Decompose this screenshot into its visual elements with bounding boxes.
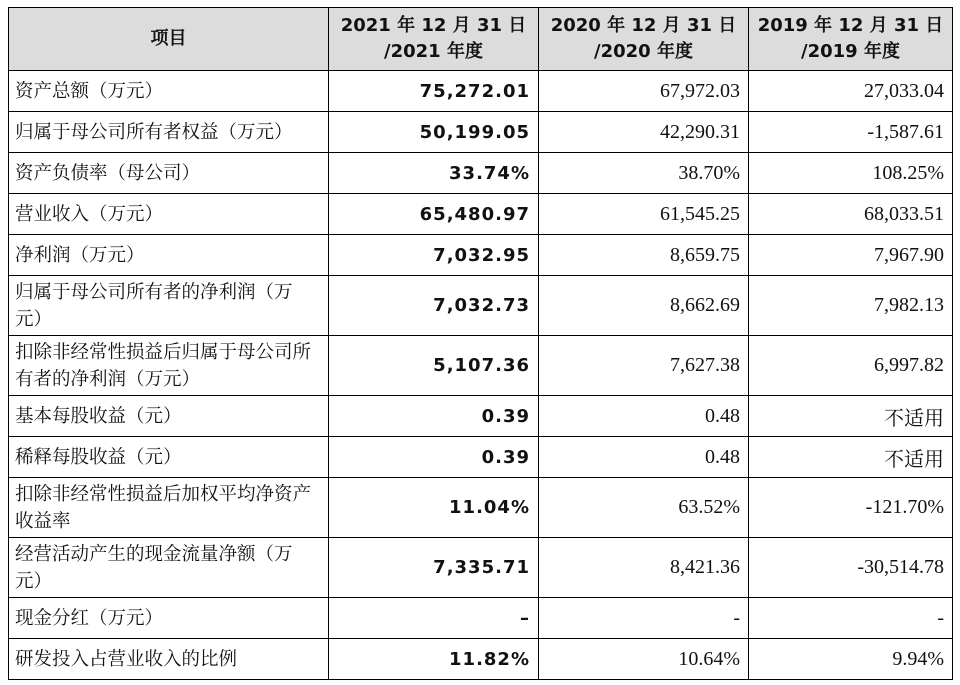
row-label: 净利润（万元） (9, 235, 329, 276)
table-row (9, 112, 953, 153)
row-label: 稀释每股收益（元） (9, 437, 329, 478)
cell-2019: -30,514.78 (749, 538, 953, 598)
table-row (9, 194, 953, 235)
cell-2019: 68,033.51 (749, 194, 953, 235)
table-row (9, 478, 953, 538)
cell-2021: 0.39 (329, 396, 539, 437)
table-row (9, 396, 953, 437)
table-row (9, 639, 953, 680)
cell-2019: -121.70% (749, 478, 953, 538)
cell-2019: -1,587.61 (749, 112, 953, 153)
cell-2020: 8,659.75 (539, 235, 749, 276)
cell-2021: 11.04% (329, 478, 539, 538)
row-label: 研发投入占营业收入的比例 (9, 639, 329, 680)
cell-2019: 108.25% (749, 153, 953, 194)
cell-2021: 5,107.36 (329, 336, 539, 396)
table-header-row (9, 8, 953, 71)
row-label: 现金分红（万元） (9, 598, 329, 639)
cell-2021: 65,480.97 (329, 194, 539, 235)
cell-2020: 63.52% (539, 478, 749, 538)
table-row (9, 71, 953, 112)
header-2021: 2021 年 12 月 31 日 /2021 年度 (329, 8, 539, 71)
cell-2021: 7,032.73 (329, 276, 539, 336)
table-row (9, 235, 953, 276)
header-item: 项目 (9, 8, 329, 71)
table-row (9, 538, 953, 598)
row-label: 经营活动产生的现金流量净额（万元） (9, 538, 329, 598)
cell-2020: 7,627.38 (539, 336, 749, 396)
table-row (9, 336, 953, 396)
cell-2021: 7,335.71 (329, 538, 539, 598)
cell-2019: 7,967.90 (749, 235, 953, 276)
row-label: 归属于母公司所有者权益（万元） (9, 112, 329, 153)
cell-2020: 42,290.31 (539, 112, 749, 153)
row-label: 扣除非经常性损益后归属于母公司所有者的净利润（万元） (9, 336, 329, 396)
cell-2020: - (539, 598, 749, 639)
table-row (9, 598, 953, 639)
cell-2019: 9.94% (749, 639, 953, 680)
row-label: 归属于母公司所有者的净利润（万元） (9, 276, 329, 336)
table-body (9, 71, 953, 680)
header-2019: 2019 年 12 月 31 日 /2019 年度 (749, 8, 953, 71)
table-row (9, 153, 953, 194)
cell-2019: - (749, 598, 953, 639)
cell-2019: 不适用 (749, 437, 953, 478)
cell-2020: 61,545.25 (539, 194, 749, 235)
financial-data-table (8, 7, 953, 680)
cell-2019: 6,997.82 (749, 336, 953, 396)
cell-2020: 0.48 (539, 396, 749, 437)
row-label: 资产总额（万元） (9, 71, 329, 112)
cell-2020: 8,662.69 (539, 276, 749, 336)
cell-2021: 7,032.95 (329, 235, 539, 276)
header-2020: 2020 年 12 月 31 日 /2020 年度 (539, 8, 749, 71)
cell-2019: 不适用 (749, 396, 953, 437)
table-row (9, 276, 953, 336)
row-label: 扣除非经常性损益后加权平均净资产收益率 (9, 478, 329, 538)
cell-2019: 27,033.04 (749, 71, 953, 112)
cell-2020: 0.48 (539, 437, 749, 478)
cell-2020: 8,421.36 (539, 538, 749, 598)
row-label: 基本每股收益（元） (9, 396, 329, 437)
cell-2021: 50,199.05 (329, 112, 539, 153)
cell-2021: 33.74% (329, 153, 539, 194)
cell-2021: – (329, 598, 539, 639)
cell-2020: 67,972.03 (539, 71, 749, 112)
cell-2019: 7,982.13 (749, 276, 953, 336)
row-label: 营业收入（万元） (9, 194, 329, 235)
cell-2021: 11.82% (329, 639, 539, 680)
cell-2021: 0.39 (329, 437, 539, 478)
cell-2020: 38.70% (539, 153, 749, 194)
table-row (9, 437, 953, 478)
row-label: 资产负债率（母公司） (9, 153, 329, 194)
cell-2020: 10.64% (539, 639, 749, 680)
cell-2021: 75,272.01 (329, 71, 539, 112)
